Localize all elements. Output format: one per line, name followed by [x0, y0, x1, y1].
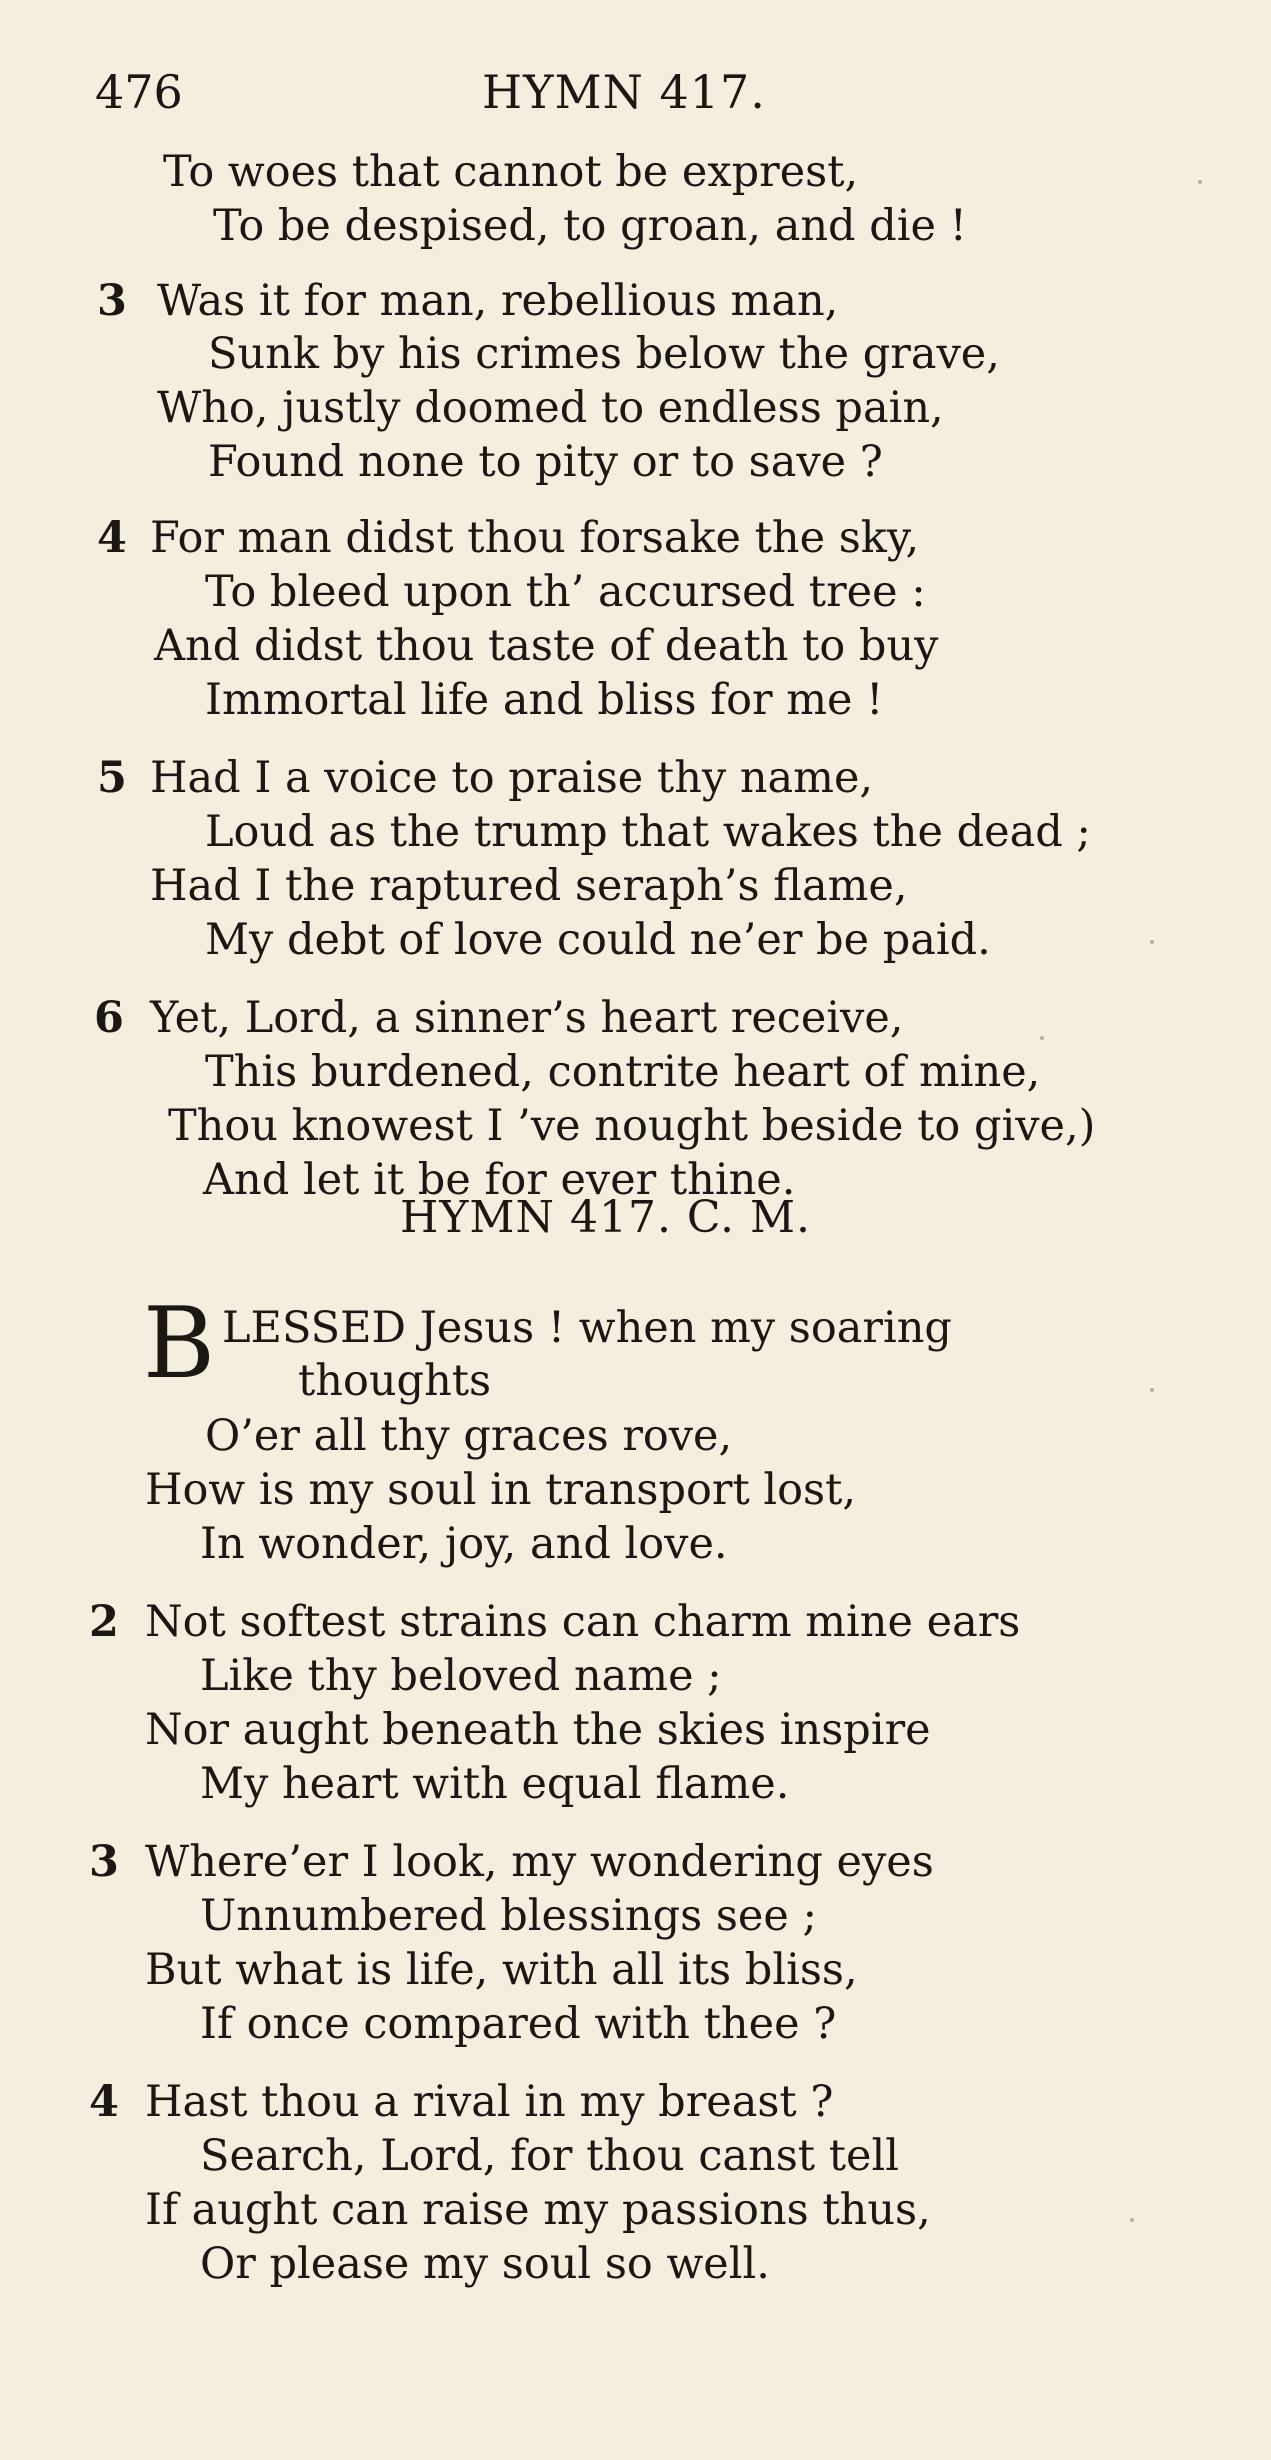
- verse-line: thoughts: [298, 1356, 492, 1406]
- verse-line: Unnumbered blessings see ;: [200, 1891, 817, 1941]
- running-title: HYMN 417.: [482, 65, 766, 119]
- verse-line: Not softest strains can charm mine ears: [145, 1597, 1021, 1647]
- verse-line: Like thy beloved name ;: [200, 1651, 722, 1701]
- paper-speck: [1150, 1388, 1154, 1392]
- stanza-number: 6: [94, 993, 124, 1043]
- verse-line: Where’er I look, my wondering eyes: [145, 1837, 934, 1887]
- verse-line: If aught can raise my passions thus,: [145, 2185, 931, 2235]
- verse-line: Sunk by his crimes below the grave,: [208, 329, 1000, 379]
- verse-line: And didst thou taste of death to buy: [154, 621, 939, 671]
- verse-line: Or please my soul so well.: [200, 2239, 770, 2289]
- stanza-number: 3: [89, 1837, 119, 1887]
- verse-line: How is my soul in transport lost,: [145, 1465, 857, 1515]
- verse-line: My heart with equal flame.: [200, 1759, 790, 1809]
- verse-line: And let it be for ever thine.: [203, 1155, 796, 1205]
- verse-line: Loud as the trump that wakes the dead ;: [205, 807, 1091, 857]
- verse-line: Yet, Lord, a sinner’s heart receive,: [150, 993, 904, 1043]
- hymn-title: HYMN 417. C. M.: [400, 1192, 812, 1243]
- verse-line: LESSED Jesus ! when my soaring: [222, 1303, 952, 1353]
- verse-line: Who, justly doomed to endless pain,: [157, 383, 944, 433]
- verse-line: Was it for man, rebellious man,: [157, 276, 839, 326]
- verse-line: In wonder, joy, and love.: [200, 1519, 728, 1569]
- verse-line: For man didst thou forsake the sky,: [150, 513, 920, 563]
- verse-line: Found none to pity or to save ?: [208, 437, 883, 487]
- stanza-number: 4: [89, 2077, 119, 2127]
- paper-speck: [1150, 940, 1154, 944]
- verse-line: To woes that cannot be exprest,: [163, 147, 859, 197]
- stanza-number: 5: [97, 753, 127, 803]
- paper-speck: [1198, 180, 1202, 184]
- stanza-number: 3: [97, 276, 127, 326]
- stanza-number: 2: [89, 1597, 119, 1647]
- verse-line: But what is life, with all its bliss,: [145, 1945, 858, 1995]
- verse-line: Thou knowest I ’ve nought beside to give,): [168, 1101, 1096, 1151]
- verse-line: To be despised, to groan, and die !: [213, 201, 967, 251]
- verse-line: My debt of love could ne’er be paid.: [205, 915, 991, 965]
- drop-cap: B: [143, 1287, 216, 1401]
- verse-line: Hast thou a rival in my breast ?: [145, 2077, 834, 2127]
- verse-line: To bleed upon th’ accursed tree :: [205, 567, 926, 617]
- verse-line: If once compared with thee ?: [200, 1999, 837, 2049]
- paper-speck: [1130, 2218, 1134, 2222]
- verse-line: Immortal life and bliss for me !: [205, 675, 884, 725]
- verse-line: O’er all thy graces rove,: [205, 1411, 733, 1461]
- page-number: 476: [95, 65, 183, 119]
- verse-line: Nor aught beneath the skies inspire: [145, 1705, 931, 1755]
- verse-line: Had I a voice to praise thy name,: [150, 753, 874, 803]
- verse-line: Search, Lord, for thou canst tell: [200, 2131, 899, 2181]
- verse-line: Had I the raptured seraph’s flame,: [150, 861, 908, 911]
- stanza-number: 4: [97, 513, 127, 563]
- verse-line: This burdened, contrite heart of mine,: [205, 1047, 1041, 1097]
- paper-speck: [1040, 1036, 1044, 1040]
